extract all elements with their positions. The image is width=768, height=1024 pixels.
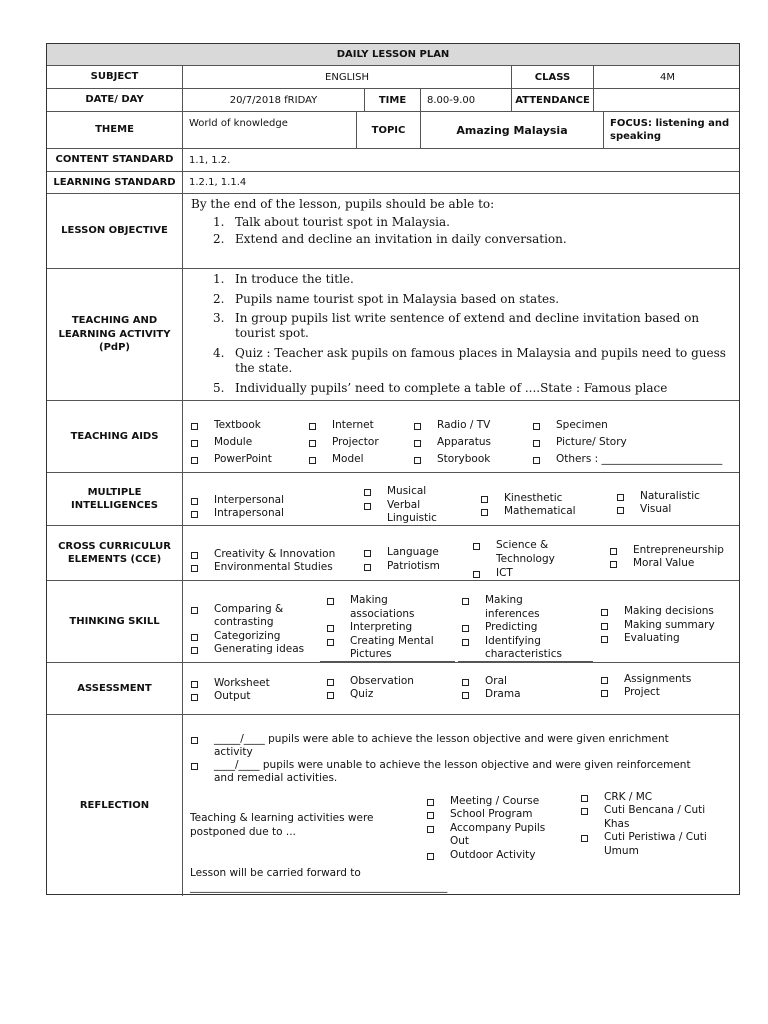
subject-row (47, 66, 739, 89)
learning-standard-value: 1.2.1, 1.1.4 (189, 177, 247, 188)
reflection-cell: _____/____ pupils were able to achieve the lesson objective and were given enrichment activity ____/____ pupils were unable to achieve the lesson objective and were given reinforcement and remedial activities. Teaching & learning activities were postponed due to ... Meeting / Course School Program Accompany Pupils Out Outdoor Activity CRK / MC Cuti Bencana / Cuti Khas Cuti Peristiwa / Cuti Umum Lesson will be carried forward to _________________________________________________ (190, 733, 707, 893)
cce-cell: Creativity & Innovation Environmental Studies Language Patriotism Science & Technology ICT Entrepreneurship Moral Value (183, 526, 739, 580)
learning-standard-row (47, 172, 739, 194)
thinking-skill-row (47, 581, 739, 663)
objective-cell (183, 194, 739, 268)
divider (320, 661, 455, 662)
title-row (47, 44, 739, 66)
subject-value: ENGLISH (325, 71, 369, 83)
activity-item: 1. In troduce the title. (213, 272, 354, 286)
postponed-text: Teaching & learning activities were postponed due to ... (190, 812, 374, 838)
page-title: DAILY LESSON PLAN (336, 49, 450, 60)
multiple-intelligences-label: MULTIPLE INTELLIGENCES (47, 473, 183, 525)
objective-item: 2. Extend and decline an invitation in daily conversation. (213, 232, 567, 246)
attendance-value (593, 89, 741, 111)
carried-forward-text: Lesson will be carried forward to _________________________________________________ (190, 867, 448, 893)
cce-label: CROSS CURRICULUR ELEMENTS (CCE) (47, 526, 183, 580)
topic-label: TOPIC (356, 112, 420, 148)
multiple-intelligences-cell: Interpersonal Intrapersonal Musical Verbal Linguistic Kinesthetic Mathematical Naturalistic Visual (183, 473, 739, 525)
activity-item: 2. Pupils name tourist spot in Malaysia based on states. (213, 292, 560, 306)
assessment-row (47, 663, 739, 715)
activity-row (47, 269, 739, 401)
teaching-aids-cell: Textbook Module PowerPoint Internet Projector Model Radio / TV Apparatus Storybook Specimen Picture/ Story Others : _______________________ (183, 401, 739, 472)
thinking-skill-label: THINKING SKILL (47, 581, 183, 662)
teaching-aids-label: TEACHING AIDS (47, 401, 183, 472)
date-value: 20/7/2018 fRIDAY (229, 94, 318, 106)
assessment-cell: Worksheet Output Observation Quiz Oral Drama Assignments Project (183, 663, 739, 714)
subject-label: SUBJECT (47, 66, 183, 88)
activity-item: 4. Quiz : Teacher ask pupils on famous places in Malaysia and pupils need to guess the state. (213, 346, 726, 375)
objective-label: LESSON OBJECTIVE (47, 194, 183, 268)
theme-row (47, 112, 739, 149)
focus-line-2: speaking (610, 131, 661, 142)
multiple-intelligences-row (47, 473, 739, 526)
assessment-label: ASSESSMENT (47, 663, 183, 714)
focus-cell (603, 112, 741, 148)
content-standard-value: 1.1, 1.2. (189, 154, 231, 166)
lesson-plan-table (46, 43, 740, 895)
time-label: TIME (364, 89, 420, 111)
reflection-row (47, 715, 739, 896)
date-label: DATE/ DAY (47, 89, 183, 111)
learning-standard-label: LEARNING STANDARD (47, 172, 183, 193)
class-label: CLASS (511, 66, 593, 88)
focus-line-1: FOCUS: listening and (610, 118, 730, 129)
attendance-label: ATTENDANCE (511, 89, 593, 111)
divider (458, 661, 593, 662)
objective-intro: By the end of the lesson, pupils should be able to: (191, 197, 495, 211)
reflection-label: REFLECTION (47, 715, 183, 896)
content-standard-label: CONTENT STANDARD (47, 149, 183, 171)
theme-value: World of knowledge (189, 118, 288, 129)
topic-value: Amazing Malaysia (420, 112, 603, 148)
activity-label: TEACHING AND LEARNING ACTIVITY (PdP) (47, 269, 183, 400)
date-row (47, 89, 739, 112)
thinking-skill-cell: Comparing & contrasting Categorizing Generating ideas Making associations Interpreting Creating Mental Pictures Making inferences Predicting Identifying characteristics Making decisions Making summary Evaluating (183, 581, 739, 662)
time-value: 8.00-9.00 (420, 89, 511, 111)
activity-cell (183, 269, 739, 400)
objective-row (47, 194, 739, 269)
objective-item: 1. Talk about tourist spot in Malaysia. (213, 215, 450, 229)
class-value: 4M (593, 66, 741, 88)
content-standard-row (47, 149, 739, 172)
cce-row (47, 526, 739, 581)
teaching-aids-row (47, 401, 739, 473)
activity-item: 3. In group pupils list write sentence of extend and decline invitation based on tourist spot. (213, 311, 700, 340)
theme-label: THEME (47, 112, 183, 148)
activity-item: 5. Individually pupils’ need to complete a table of ....State : Famous place (213, 381, 668, 395)
